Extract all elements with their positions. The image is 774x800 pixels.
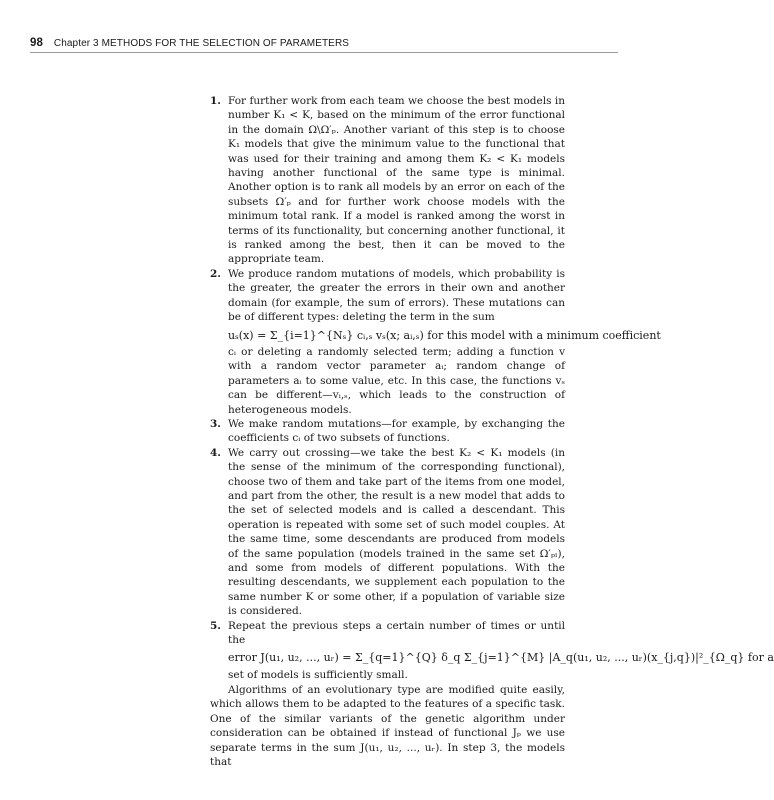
closing-paragraph: Algorithms of an evolutionary type are modified quite easily, which allows them to be adapted to the features of a specific task. One of the similar variants of the genetic algorithm under consideration can be obtained if instead of functional Jₚ we use separate terms in the sum J(u₁, u₂, ..., uᵣ). In step 3, the models that bbox=[210, 684, 565, 769]
equation-sum: uₛ(x) = Σ_{i=1}^{Nₛ} cᵢ,ₛ vₛ(x; aᵢ,ₛ) for this model with a minimum coefficient bbox=[228, 328, 661, 342]
step-number: 5. bbox=[210, 619, 221, 632]
step-text: We carry out crossing—we take the best K₂ < K₁ models (in the sense of the minimum of the corresponding functional), choose two of them and take part of the items from one model, and part from the other, the result is a new model that adds to the set of selected models and is called a descendant. This operation is repeated with some set of such model couples. At the same time, some descendants are produced from models of the same population (models trained in the same set Ω′ₚₗ), and some from models of different populations. With the resulting descendants, we supplement each population to the same number K or some other, if a population of variable size is considered. bbox=[228, 446, 565, 618]
step-item bbox=[210, 446, 565, 619]
step-number: 4. bbox=[210, 446, 221, 459]
step-text: For further work from each team we choose the best models in number K₁ < K, based on the minimum of the error functional in the domain Ω\Ω′ₚ. Another variant of this step is to choose K₁ models that give the minimum value to the functional that was used for their training and among them K₂ < K₁ models having another functional of the same type is minimal. Another option is to rank all models by an error on each of the subsets Ω′ₚ and for further work choose models with the minimum total rank. If a model is ranked among the worst in terms of its functionality, but concerning another functional, it is ranked among the best, then it can be moved to the appropriate team. bbox=[228, 95, 565, 266]
step-item bbox=[210, 267, 661, 417]
step-text-continued: set of models is sufficiently small. bbox=[228, 668, 408, 681]
step-item bbox=[210, 619, 774, 683]
step-text: Repeat the previous steps a certain number of times or until the bbox=[228, 619, 565, 647]
algorithm-steps bbox=[210, 94, 774, 682]
step-text: We produce random mutations of models, which probability is the greater, the greater the errors in their own and another domain (for example, the sum of errors). These mutations can be of different types: deleting the term in the sum bbox=[228, 267, 565, 324]
step-number: 2. bbox=[210, 267, 221, 280]
header-rule bbox=[30, 52, 618, 53]
chapter-title: Chapter 3 METHODS FOR THE SELECTION OF PARAMETERS bbox=[53, 38, 350, 49]
running-header bbox=[30, 37, 349, 49]
step-number: 1. bbox=[210, 95, 221, 107]
step-text-continued: cᵢ or deleting a randomly selected term; adding a function v with a random vector parameter aᵢ; random change of parameters aᵢ to some value, etc. In this case, the functions vₛ can be different—vᵢ,ₛ, which leads to the construction of heterogeneous models. bbox=[228, 345, 565, 416]
step-number: 3. bbox=[210, 417, 221, 430]
step-item bbox=[210, 417, 565, 446]
step-item bbox=[210, 94, 565, 267]
step-text: We make random mutations—for example, by exchanging the coefficients cᵢ of two subsets of functions. bbox=[228, 417, 565, 445]
equation-error: error J(u₁, u₂, ..., uᵣ) = Σ_{q=1}^{Q} δ_q Σ_{j=1}^{M} |A_q(u₁, u₂, ..., uᵣ)(x_{j,q})|²_{Ω_q} for a bbox=[228, 651, 774, 665]
page-number: 98 bbox=[30, 37, 43, 49]
